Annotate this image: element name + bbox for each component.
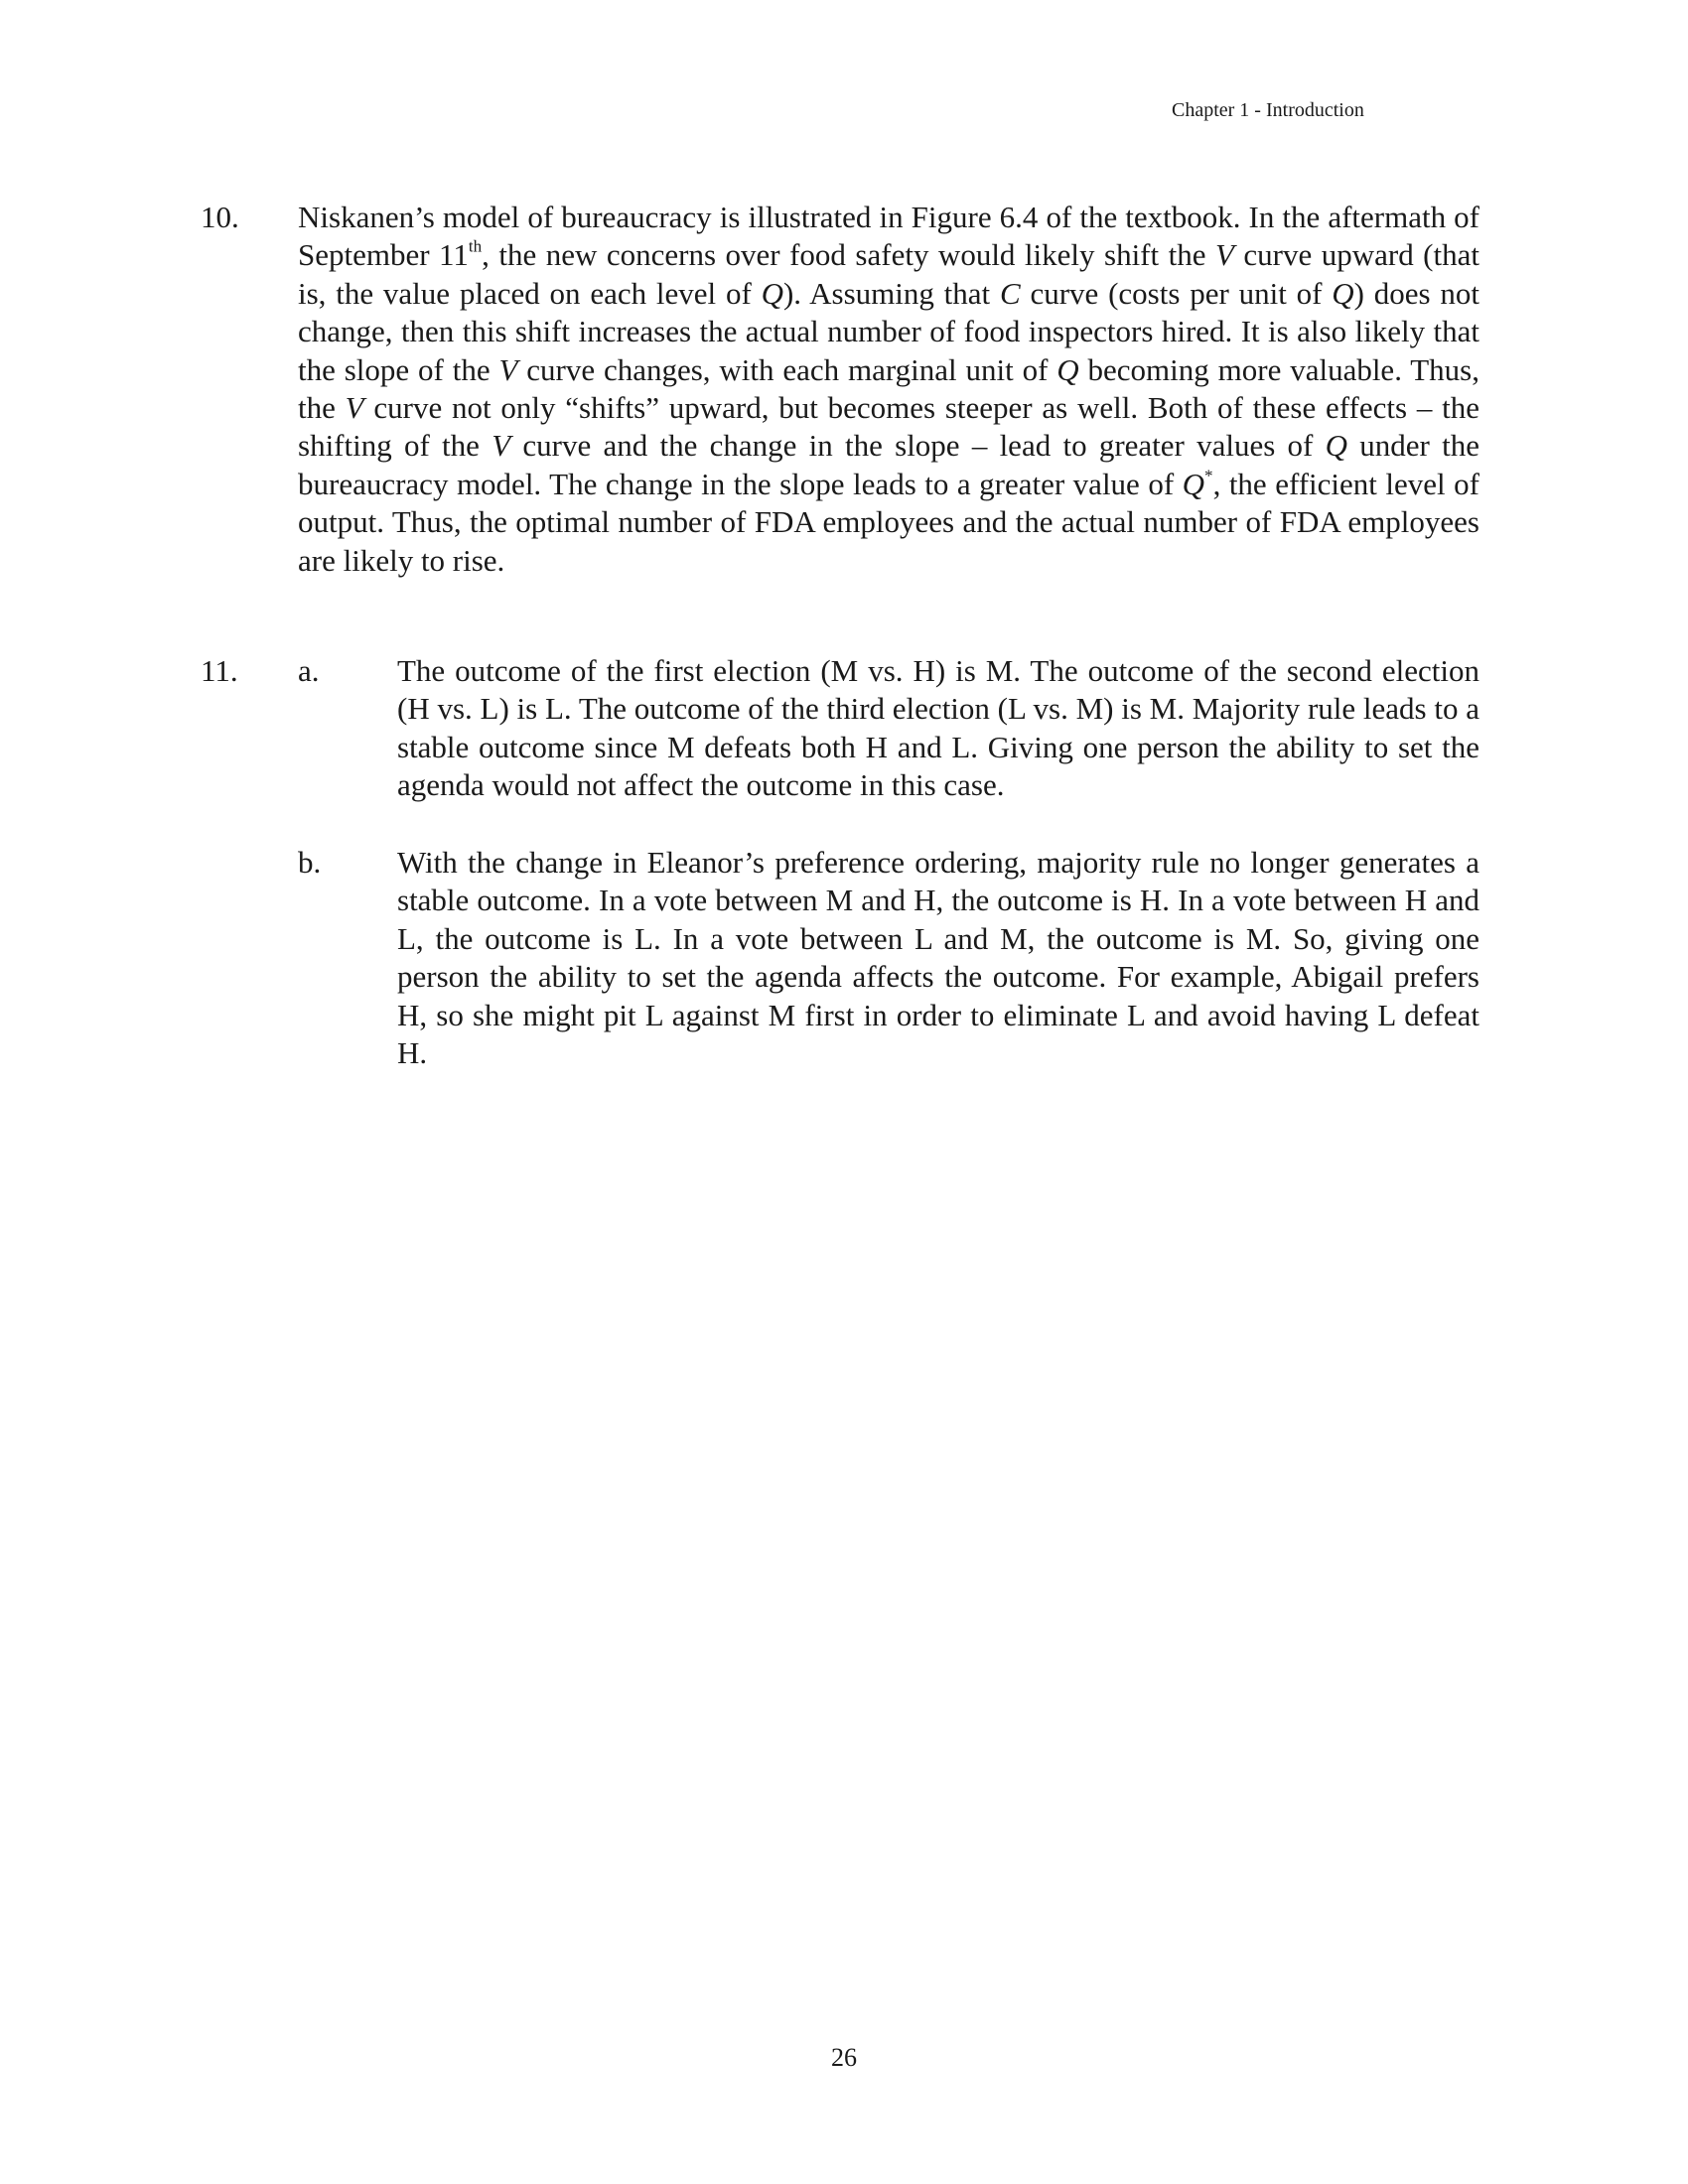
variable: C: [999, 275, 1021, 311]
variable: V: [498, 351, 518, 387]
question-number: 11.: [201, 653, 238, 688]
paragraph: With the change in Eleanor’s preference ordering, majority rule no longer generates a stable outcome. In a vote between M and H, the outcome is H. In a vote between H and L, the outcome is L. In a vote between L and M, the outcome is M. So, giving one person the ability to set the agenda affects the outcome. For example, Abigail prefers H, so she might pit L against M first in order to eliminate L and avoid having L defeat H.: [397, 845, 1479, 1071]
variable: V: [492, 428, 511, 464]
page-number: 26: [831, 2043, 857, 2072]
superscript: th: [468, 236, 483, 256]
running-header: Chapter 1 - Introduction: [1172, 99, 1364, 121]
part-a-text: [397, 652, 1479, 805]
part-b-text: [397, 844, 1479, 1072]
part-b-label: b.: [298, 845, 322, 880]
variable: Q: [761, 275, 783, 311]
paragraph: The outcome of the first election (M vs. H) is M. The outcome of the second election (H vs. L) is L. The outcome of the third election (L vs. M) is M. Majority rule leads to a stable outcome since M defeats both H and L. Giving one person the ability to set the agenda would not affect the outcome in this case.: [397, 653, 1479, 803]
variable: Q: [1182, 466, 1205, 501]
variable: Q: [1325, 428, 1348, 464]
superscript: *: [1204, 466, 1213, 485]
question-number: 10.: [201, 200, 239, 234]
variable: V: [345, 390, 364, 426]
variable: V: [1214, 237, 1234, 273]
variable: Q: [1332, 275, 1354, 311]
question-10-body: [298, 199, 1479, 580]
paragraph: Niskanen’s model of bureaucracy is illustrated in Figure 6.4 of the textbook. In the aftermath of September 11th, the new concerns over food safety would likely shift the V curve upward (that is, the value placed on each level of Q). Assuming that C curve (costs per unit of Q) does not change, then this shift increases the actual number of food inspectors hired. It is also likely that the slope of the V curve changes, with each marginal unit of Q becoming more valuable. Thus, the V curve not only “shifts” upward, but becomes steeper as well. Both of these effects – the shifting of the V curve and the change in the slope – lead to greater values of Q under the bureaucracy model. The change in the slope leads to a greater value of Q*, the efficient level of output. Thus, the optimal number of FDA employees and the actual number of FDA employees are likely to rise.: [298, 200, 1480, 578]
part-a-label: a.: [298, 653, 320, 688]
variable: Q: [1056, 351, 1079, 387]
